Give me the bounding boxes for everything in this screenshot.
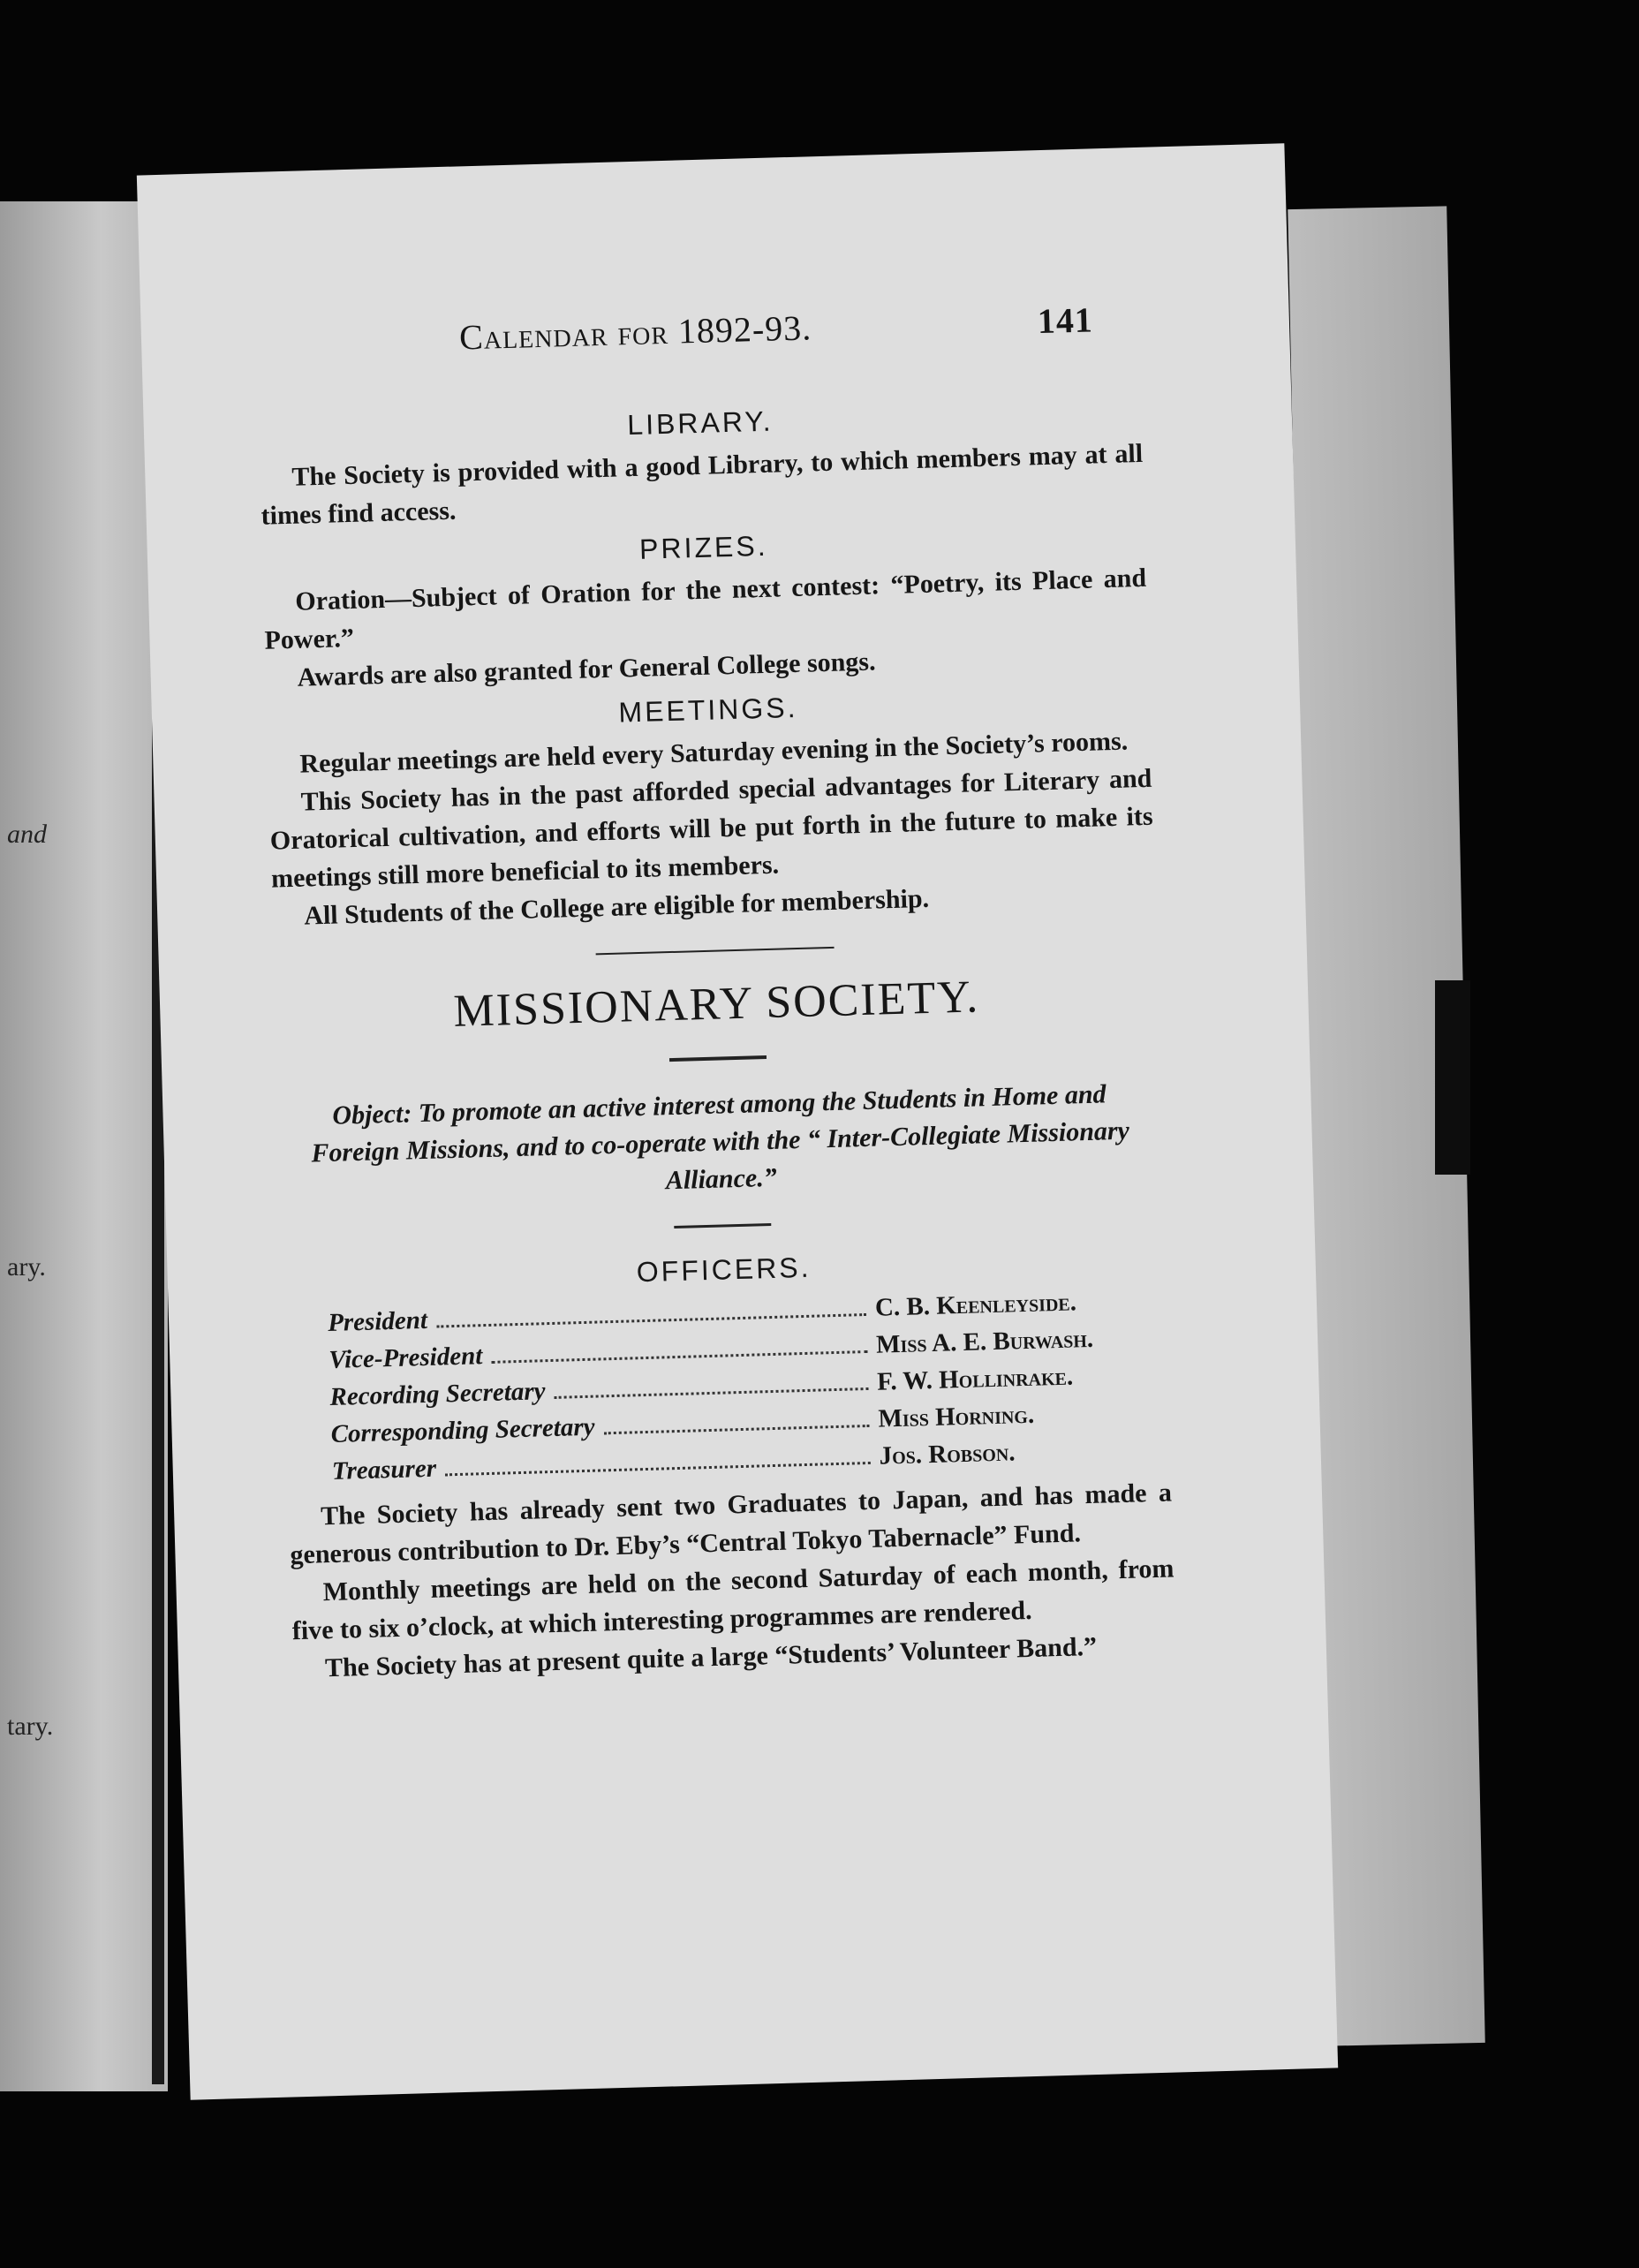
left-page: [0, 201, 168, 2091]
dot-leader: [445, 1462, 871, 1476]
officer-role: President: [327, 1305, 428, 1338]
closing-paragraph: The Society has already sent two Graduates to Japan, and has made a generous contribution to Dr. Eby’s “Central Tokyo Tabernacle” Fund.: [290, 1478, 1173, 1570]
left-page-fragment: tary.: [7, 1712, 54, 1741]
officer-role: Recording Secretary: [329, 1377, 546, 1412]
dot-leader: [491, 1350, 867, 1364]
left-page-fragment: and: [7, 820, 47, 849]
meetings-paragraph: Regular meetings are held every Saturday evening in the Society’s rooms.: [299, 726, 1129, 779]
officer-name: F. W. Hollinrake.: [876, 1362, 1074, 1396]
page-number: 141: [1037, 299, 1094, 342]
prizes-awards: Awards are also granted for General College songs.: [297, 646, 876, 692]
library-heading: LIBRARY.: [626, 404, 774, 442]
officers-heading: OFFICERS.: [636, 1251, 812, 1289]
closing-paragraph: The Society has at present quite a large “Students’ Volunteer Band.”: [324, 1631, 1098, 1683]
prizes-heading: PRIZES.: [638, 529, 769, 565]
meetings-heading: MEETINGS.: [617, 691, 798, 729]
prizes-oration: Oration—Subject of Oration for the next contest: “Poetry, its Place and Power.”: [264, 563, 1147, 655]
meetings-paragraph: All Students of the College are eligible for membership.: [303, 883, 930, 931]
object-divider: [674, 1223, 771, 1228]
section-divider: [596, 947, 835, 956]
left-page-fragment: ary.: [7, 1252, 46, 1281]
closing-paragraph: Monthly meetings are held on the second Saturday of each month, from five to six o’clock, at which interesting programmes are rendered.: [291, 1554, 1174, 1646]
officer-name: C. B. Keenleyside.: [874, 1288, 1077, 1322]
page-tab: [1435, 980, 1470, 1175]
dot-leader: [436, 1313, 866, 1328]
meetings-paragraph: This Society has in the past afforded special advantages for Literary and Oratorical cultivation, and efforts will be put forth in the future to make its meetings still more beneficial to its members.: [269, 763, 1153, 894]
officer-role: Vice-President: [328, 1342, 483, 1375]
header-title: Calendar for 1892-93.: [458, 307, 812, 358]
dot-leader: [555, 1387, 869, 1399]
officer-name: Miss Horning.: [878, 1400, 1035, 1433]
officer-name: Jos. Robson.: [879, 1438, 1016, 1470]
running-header: [141, 293, 1288, 358]
page-content: [258, 386, 1176, 1688]
missionary-society-title: MISSIONARY SOCIETY.: [452, 971, 980, 1037]
officer-role: Corresponding Secretary: [330, 1412, 595, 1448]
officer-name: Miss A. E. Burwash.: [875, 1324, 1094, 1359]
missionary-object: Object: To promote an active interest among the Students in Home and Foreign Missions, and to co-operate with the “ Inter-Collegiate Missionary Alliance.”: [310, 1079, 1130, 1196]
officer-role: Treasurer: [331, 1454, 437, 1486]
dot-leader: [604, 1425, 870, 1434]
title-underline: [669, 1055, 767, 1062]
library-text: The Society is provided with a good Library, to which members may at all times find access.: [261, 438, 1144, 531]
document-page: [137, 143, 1338, 2099]
